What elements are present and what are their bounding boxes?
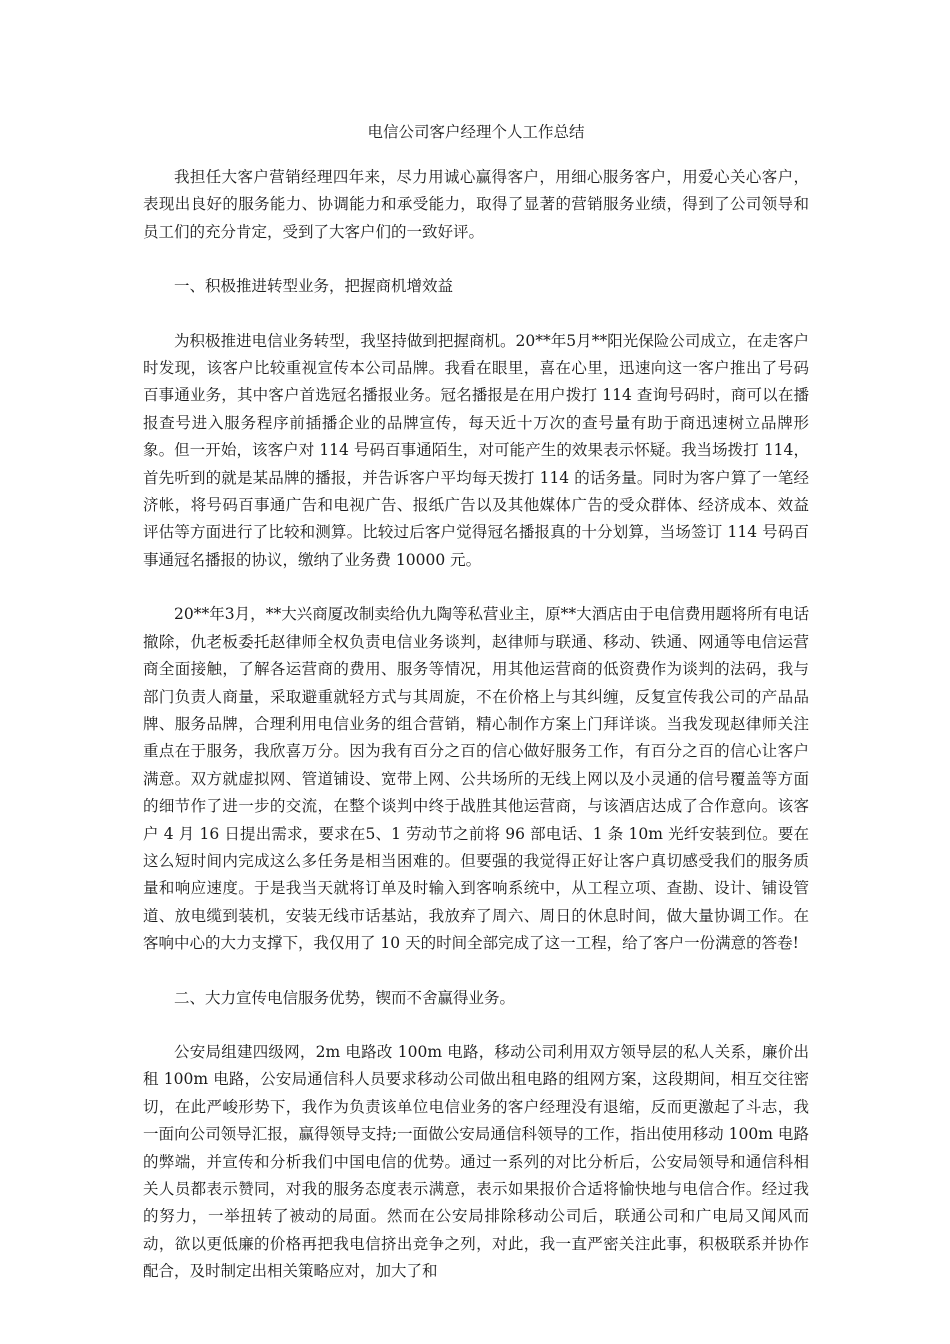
- section-heading-1: 一、积极推进转型业务，把握商机增效益: [174, 277, 454, 296]
- section-1-paragraph-1: 为积极推进电信业务转型，我坚持做到把握商机。20**年5月**阳光保险公司成立，在走客户时发现，该客户比较重视宣传本公司品牌。我看在眼里，喜在心里，迅速向这一客户推出了号码百事通业务，其中客户首选冠名播报业务。冠名播报是在用户拨打 114 查询号码时，商可以在播报查号进入服务程序前插播企业的品牌宣传，每天近十万次的查号量有助于商迅速树立品牌形象。但一开始，该客户对 114 号码百事通陌生，对可能产生的效果表示怀疑。我当场拨打 114，首先听到的就是某品牌的播报，并告诉客户平均每天拨打 114 的话务量。同时为客户算了一笔经济帐，将号码百事通广告和电视广告、报纸广告以及其他媒体广告的受众群体、经济成本、效益评估等方面进行了比较和测算。比较过后客户觉得冠名播报真的十分划算，当场签订 114 号码百事通冠名播报的协议，缴纳了业务费 10000 元。: [143, 331, 809, 569]
- section-heading-2: 二、大力宣传电信服务优势，锲而不舍赢得业务。: [174, 988, 516, 1007]
- section-2-paragraph-1: 公安局组建四级网，2m 电路改 100m 电路，移动公司利用双方领导层的私人关系，廉价出租 100m 电路，公安局通信科人员要求移动公司做出租电路的组网方案，这段期间，相互交往密切，在此严峻形势下，我作为负责该单位电信业务的客户经理没有退缩，反而更激起了斗志，我一面向公司领导汇报，赢得领导支持;一面做公安局通信科领导的工作，指出使用移动 100m 电路的弊端，并宣传和分析我们中国电信的优势。通过一系列的对比分析后，公安局领导和通信科相关人员都表示赞同，对我的服务态度表示满意，表示如果报价合适将愉快地与电信合作。经过我的努力，一举扭转了被动的局面。然而在公安局排除移动公司后，联通公司和广电局又闻风而动，欲以更低廉的价格再把我电信挤出竞争之列，对此，我一直严密关注此事，积极联系并协作配合，及时制定出相关策略应对，加大了和: [143, 1042, 809, 1281]
- document-body: [143, 119, 809, 1313]
- document-title: 电信公司客户经理个人工作总结: [367, 123, 585, 141]
- section-1-paragraph-2: 20**年3月，**大兴商厦改制卖给仇九陶等私营业主，原**大酒店由于电信费用题将所有电话撤除，仇老板委托赵律师全权负责电信业务谈判，赵律师与联通、移动、铁通、网通等电信运营商全面接触，了解各运营商的费用、服务等情况，用其他运营商的低资费作为谈判的法码，我与部门负责人商量，采取避重就轻方式与其周旋，不在价格上与其纠缠，反复宣传我公司的产品品牌、服务品牌，合理利用电信业务的组合营销，精心制作方案上门拜详谈。当我发现赵律师关注重点在于服务，我欣喜万分。因为我有百分之百的信心做好服务工作，有百分之百的信心让客户满意。双方就虚拟网、管道铺设、宽带上网、公共场所的无线上网以及小灵通的信号覆盖等方面的细节作了进一步的交流，在整个谈判中终于战胜其他运营商，与该酒店达成了合作意向。该客户 4 月 16 日提出需求，要求在5、1 劳动节之前将 96 部电话、1 条 10m 光纤安装到位。要在这么短时间内完成这么多任务是相当困难的。但要强的我觉得正好让客户真切感受我们的服务质量和响应速度。于是我当天就将订单及时输入到客响系统中，从工程立项、查勘、设计、铺设管道、放电缆到装机，安装无线市话基站，我放弃了周六、周日的休息时间，做大量协调工作。在客响中心的大力支撑下，我仅用了 10 天的时间全部完成了这一工程，给了客户一份满意的答卷!: [143, 605, 809, 953]
- intro-paragraph: 我担任大客户营销经理四年来，尽力用诚心赢得客户，用细心服务客户，用爱心关心客户，表现出良好的服务能力、协调能力和承受能力，取得了显著的营销服务业绩，得到了公司领导和员工们的充分肯定，受到了大客户们的一致好评。: [143, 168, 809, 241]
